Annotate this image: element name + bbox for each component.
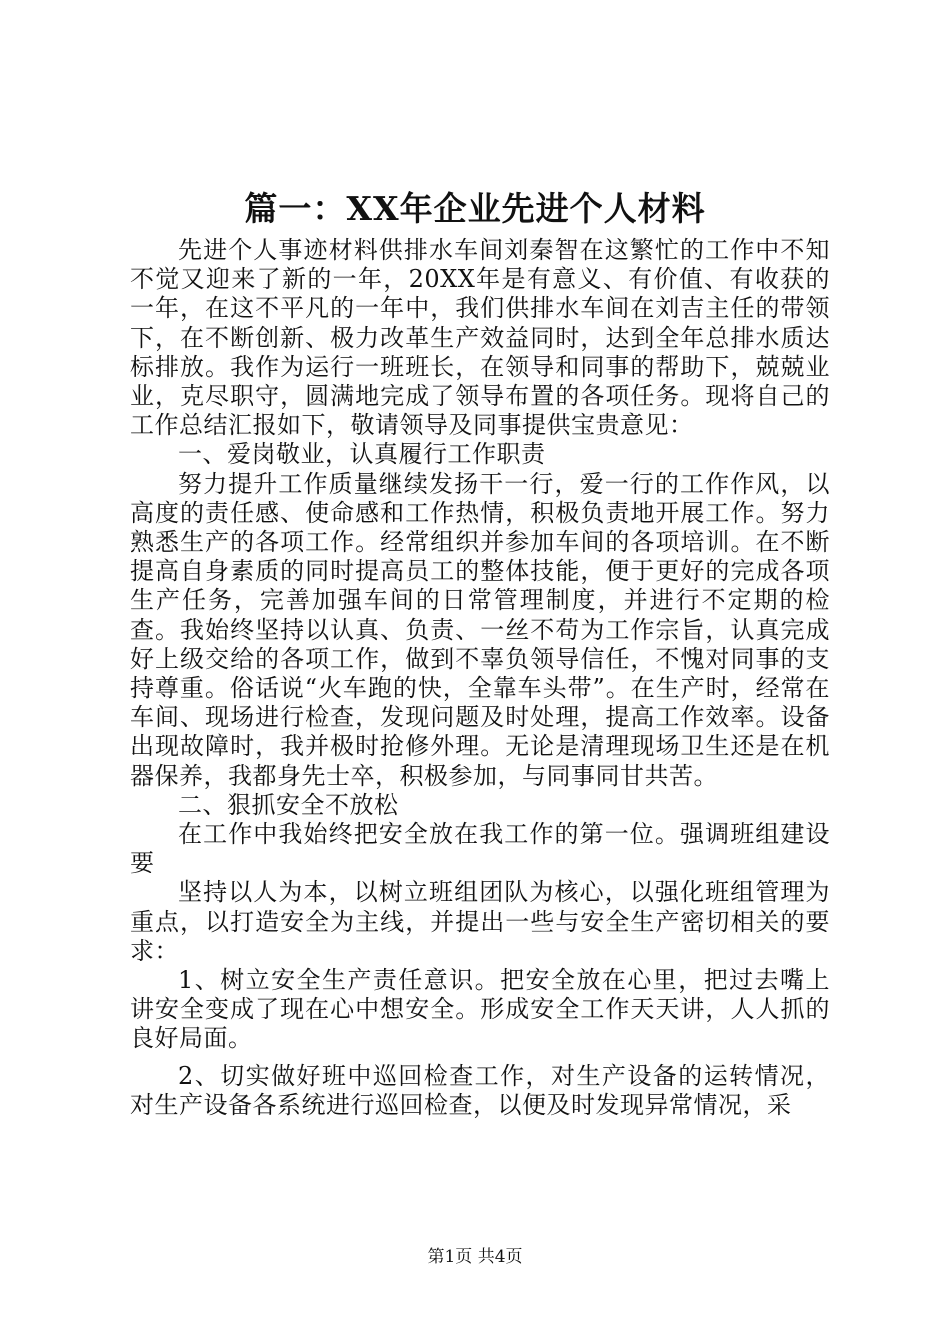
list-item-2: 2、切实做好班中巡回检查工作，对生产设备的运转情况，对生产设备各系统进行巡回检查，以便及时发现异常情况，采 (130, 1061, 830, 1119)
intro-paragraph: 先进个人事迹材料供排水车间刘秦智在这繁忙的工作中不知不觉又迎来了新的一年，20XX年是有意义、有价值、有收获的一年，在这不平凡的一年中，我们供排水车间在刘吉主任的带领下，在不断创新、极力改革生产效益同时，达到全年总排水质达标排放。我作为运行一班班长，在领导和同事的帮助下，兢兢业业，克尽职守，圆满地完成了领导布置的各项任务。现将自己的工作总结汇报如下，敬请领导及同事提供宝贵意见： (130, 236, 830, 440)
page-footer: 第1页 共4页 (427, 1247, 523, 1267)
section-2-paragraph-2: 坚持以人为本，以树立班组团队为核心，以强化班组管理为重点，以打造安全为主线，并提出一些与安全生产密切相关的要求： (130, 878, 830, 965)
section-2-paragraph-1: 在工作中我始终把安全放在我工作的第一位。强调班组建设要 (130, 820, 830, 878)
section-heading-2: 二、狠抓安全不放松 (178, 790, 399, 819)
document-title: 篇一：XX年企业先进个人材料 (244, 189, 706, 228)
section-heading-1: 一、爱岗敬业，认真履行工作职责 (178, 440, 546, 469)
section-1-paragraph: 努力提升工作质量继续发扬干一行，爱一行的工作作风，以高度的责任感、使命感和工作热情，积极负责地开展工作。努力熟悉生产的各项工作。经常组织并参加车间的各项培训。在不断提高自身素质的同时提高员工的整体技能，便于更好的完成各项生产任务，完善加强车间的日常管理制度，并进行不定期的检查。我始终坚持以认真、负责、一丝不苟为工作宗旨，认真完成好上级交给的各项工作，做到不辜负领导信任，不愧对同事的支持尊重。俗话说“火车跑的快，全靠车头带”。在生产时，经常在车间、现场进行检查，发现问题及时处理，提高工作效率。设备出现故障时，我并极时抢修外理。无论是清理现场卫生还是在机器保养，我都身先士卒，积极参加，与同事同甘共苦。 (130, 469, 830, 790)
document-body (130, 236, 830, 1120)
list-item-1: 1、树立安全生产责任意识。把安全放在心里，把过去嘴上讲安全变成了现在心中想安全。形成安全工作天天讲，人人抓的良好局面。 (130, 966, 830, 1053)
